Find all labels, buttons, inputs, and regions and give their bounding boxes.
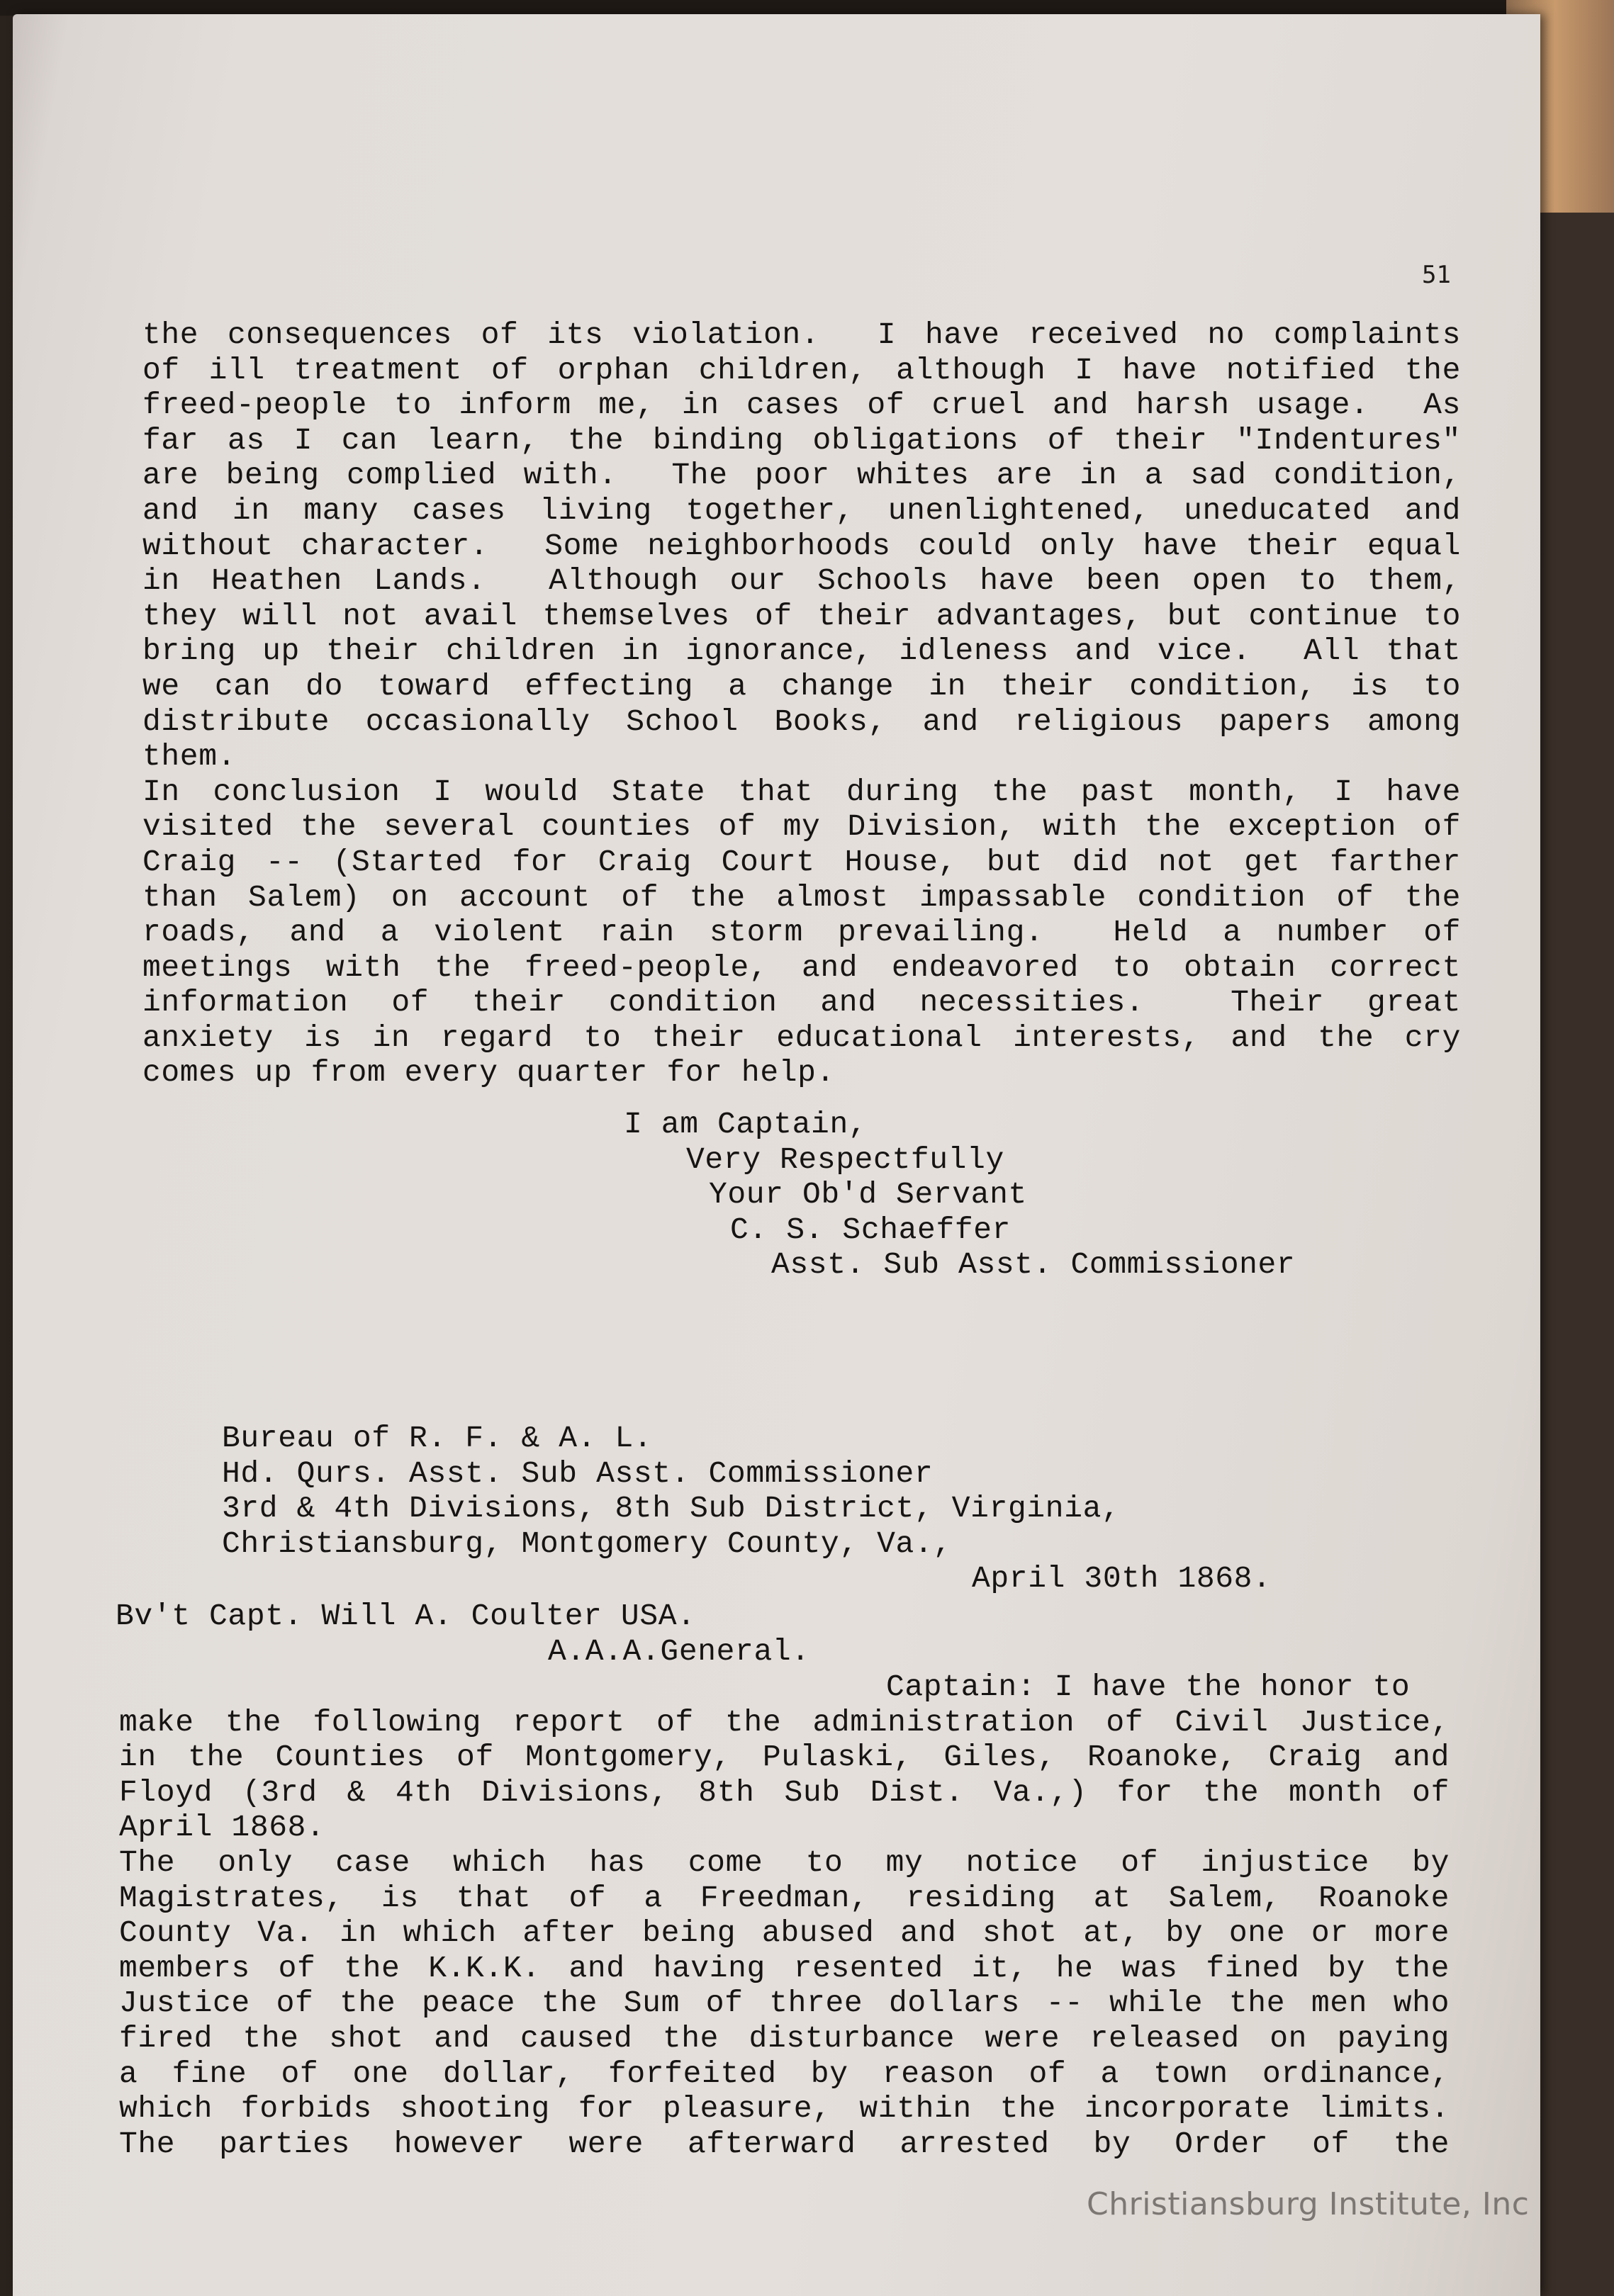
text-line: visited the several counties of my Division, with the exception of <box>142 809 1461 845</box>
text-line: distribute occasionally School Books, and religious papers among <box>142 704 1461 739</box>
letter-closing <box>13 1107 1540 1283</box>
text-line: Craig -- (Started for Craig Court House, but did not get farther <box>142 844 1461 879</box>
text-line: fired the shot and caused the disturbance were released on paying <box>119 2020 1450 2056</box>
text-line: roads, and a violent rain storm prevailing. Held a number of <box>142 915 1461 950</box>
text-line: information of their condition and necessities. Their great <box>142 985 1461 1020</box>
text-line: the consequences of its violation. I have received no complaints <box>142 317 1461 352</box>
text-line: Magistrates, is that of a Freedman, residing at Salem, Roanoke <box>119 1880 1450 1915</box>
text-line: make the following report of the administration of Civil Justice, <box>119 1704 1450 1740</box>
letter-header <box>222 1421 1498 1597</box>
header-date: April 30th 1868. <box>972 1561 1272 1597</box>
header-hdqrs: Hd. Qurs. Asst. Sub Asst. Commissioner <box>222 1456 934 1491</box>
closing-salutation: I am Captain, <box>624 1107 868 1142</box>
header-divisions: 3rd & 4th Divisions, 8th Sub District, Virginia, <box>222 1491 1121 1526</box>
text-line: are being complied with. The poor whites are in a sad condition, <box>142 458 1461 493</box>
text-line: Floyd (3rd & 4th Divisions, 8th Sub Dist. Va.,) for the month of <box>119 1774 1450 1810</box>
text-line: members of the K.K.K. and having resented it, he was fined by the <box>119 1950 1450 1986</box>
header-bureau: Bureau of R. F. & A. L. <box>222 1421 653 1456</box>
text-line: freed-people to inform me, in cases of cruel and harsh usage. As <box>142 388 1461 423</box>
text-line: The parties however were afterward arrested by Order of the <box>119 2126 1450 2161</box>
text-line: in Heathen Lands. Although our Schools have been open to them, <box>142 563 1461 599</box>
text-line: April 1868. <box>119 1810 325 1845</box>
report-body-bottom <box>119 1670 1450 2161</box>
text-line: Captain: I have the honor to <box>886 1670 1411 1704</box>
addressee <box>116 1599 1462 1669</box>
text-line: than Salem) on account of the almost impassable condition of the <box>142 879 1461 915</box>
report-body-top <box>142 317 1461 1091</box>
text-line: without character. Some neighborhoods could only have their equal <box>142 528 1461 563</box>
text-line: and in many cases living together, unenlightened, uneducated and <box>142 493 1461 528</box>
text-line: they will not avail themselves of their advantages, but continue to <box>142 598 1461 634</box>
top-shadow <box>0 0 1614 16</box>
document-page <box>13 14 1540 2296</box>
text-line: in the Counties of Montgomery, Pulaski, Giles, Roanoke, Craig and <box>119 1740 1450 1775</box>
text-line: In conclusion I would State that during the past month, I have <box>142 774 1461 809</box>
watermark: Christiansburg Institute, Inc <box>1087 2186 1530 2222</box>
text-line: Justice of the peace the Sum of three dollars -- while the men who <box>119 1986 1450 2021</box>
text-line: we can do toward effecting a change in their condition, is to <box>142 668 1461 704</box>
closing-servant: Your Ob'd Servant <box>709 1177 1027 1212</box>
text-line: which forbids shooting for pleasure, within the incorporate limits. <box>119 2091 1450 2127</box>
signature-title: Asst. Sub Asst. Commissioner <box>771 1247 1296 1283</box>
text-line: anxiety is in regard to their educational interests, and the cry <box>142 1020 1461 1055</box>
text-line: them. <box>142 739 237 775</box>
addressee-name: Bv't Capt. Will A. Coulter USA. <box>116 1599 696 1633</box>
text-line: comes up from every quarter for help. <box>142 1055 835 1091</box>
header-location: Christiansburg, Montgomery County, Va., <box>222 1526 952 1561</box>
signature-name: C. S. Schaeffer <box>730 1212 1011 1247</box>
page-number: 51 <box>1422 261 1451 289</box>
text-line: far as I can learn, the binding obligations of their "Indentures" <box>142 422 1461 458</box>
text-line: meetings with the freed-people, and endeavored to obtain correct <box>142 950 1461 985</box>
text-line: bring up their children in ignorance, idleness and vice. All that <box>142 634 1461 669</box>
text-line: of ill treatment of orphan children, although I have notified the <box>142 352 1461 388</box>
binding-edge <box>1538 213 1614 2296</box>
text-line: County Va. in which after being abused and shot at, by one or more <box>119 1915 1450 1951</box>
closing-respect: Very Respectfully <box>686 1142 1004 1177</box>
addressee-role: A.A.A.General. <box>548 1633 810 1669</box>
text-line: a fine of one dollar, forfeited by reason of a town ordinance, <box>119 2056 1450 2091</box>
text-line: The only case which has come to my notice of injustice by <box>119 1845 1450 1880</box>
